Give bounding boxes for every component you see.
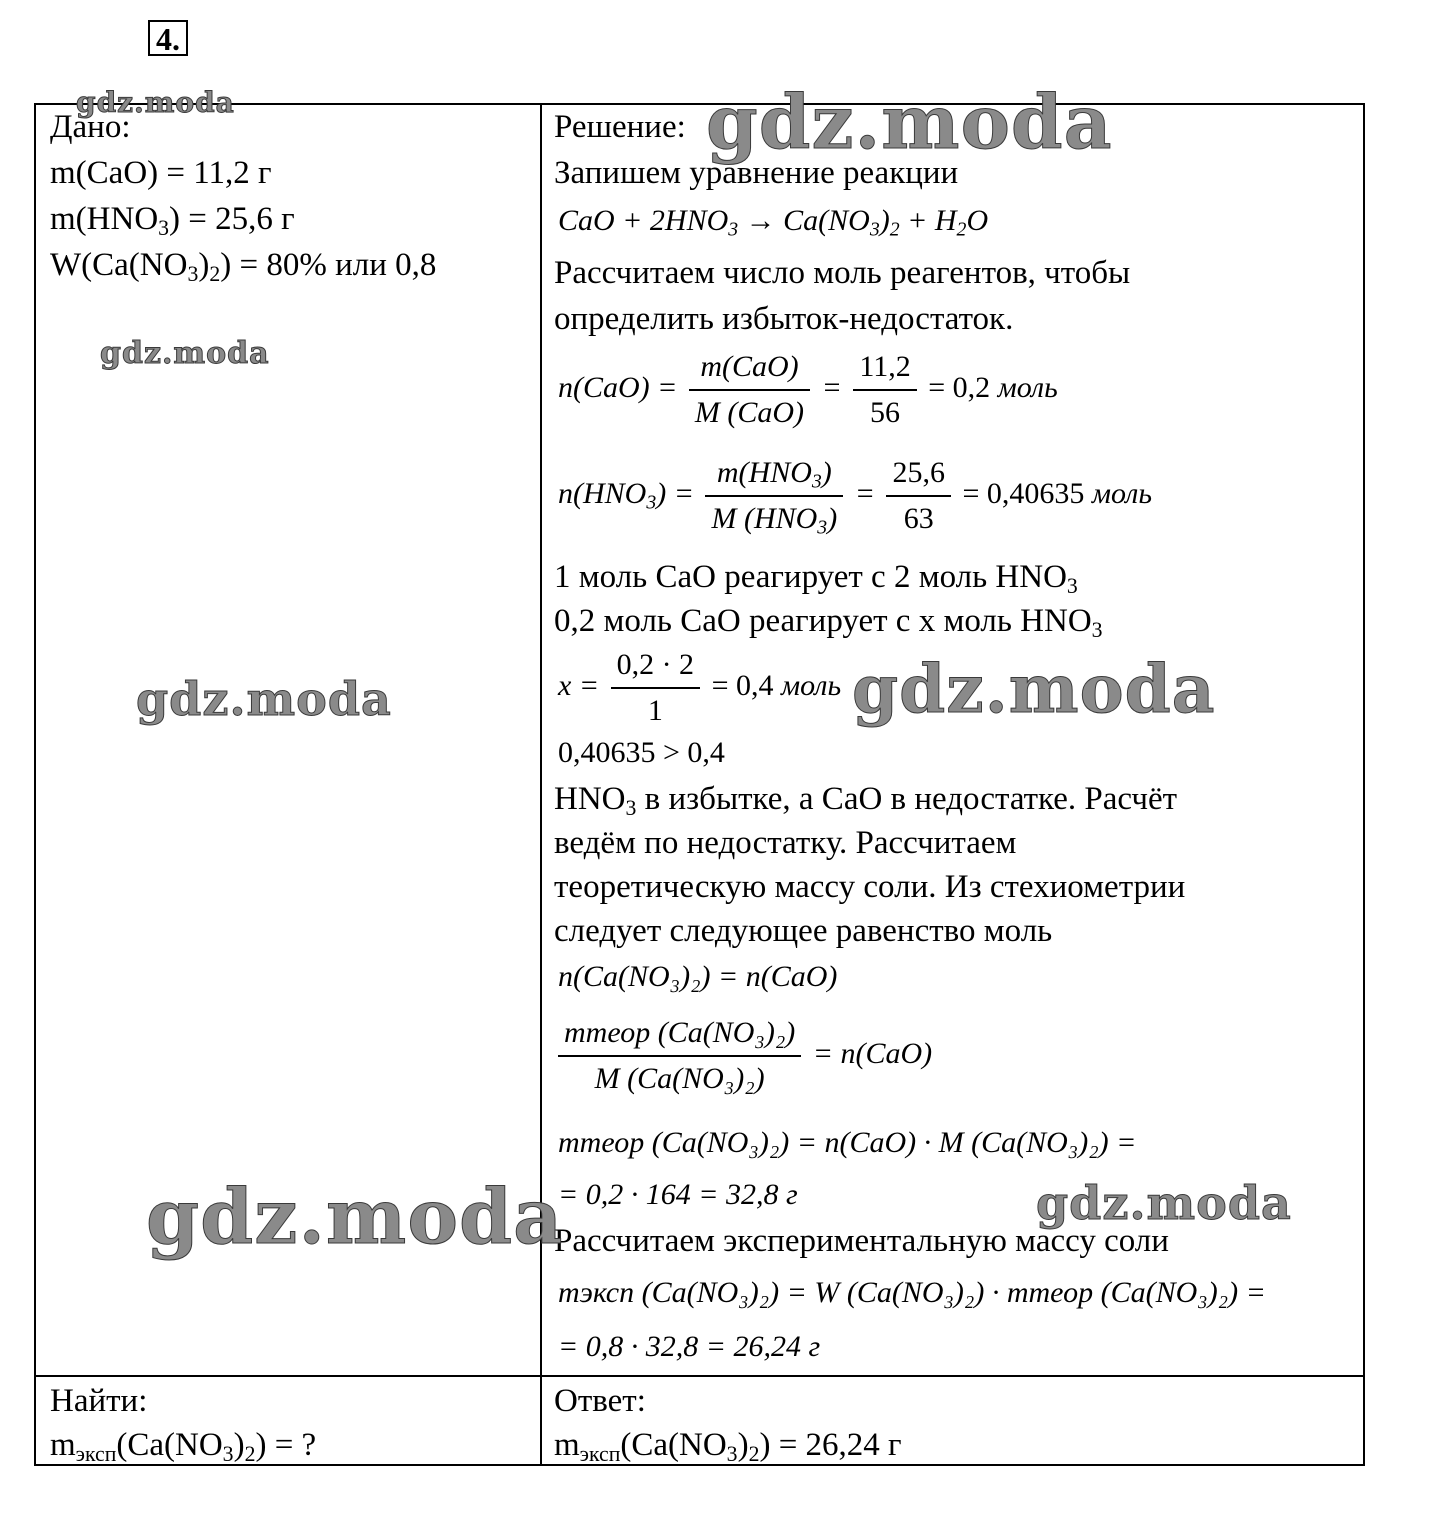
given-title: Дано:: [50, 109, 131, 145]
reaction-equation: CaO + $2HNO_3 \to Ca(NO_3)_2 + H_2O$: [558, 204, 989, 241]
watermark-3: gdz.moda: [100, 336, 270, 371]
find-title: Найти:: [50, 1383, 148, 1419]
solution-text-5: 0,2 моль CaO реагирует с x моль $HNO_3$: [554, 603, 1103, 643]
solution-text-6: $HNO_3$ в избытке, а CaO в недостатке. Расчёт: [554, 781, 1178, 821]
solution-table: [34, 103, 1365, 1466]
solution-text-1: Запишем уравнение реакции: [554, 155, 959, 191]
task-number: 4.: [148, 20, 188, 56]
solution-title: Решение:: [554, 109, 686, 145]
experimental-mass-formula: mэксп (Ca(NO₃)₂) = W (Ca(NO₃)₂) · mтеор (Ca(NO₃)₂) =: [558, 1276, 1266, 1309]
watermark-5: gdz.moda: [852, 650, 1216, 728]
solution-text-7: ведём по недостатку. Рассчитаем: [554, 825, 1017, 861]
solution-text-2: Рассчитаем число моль реагентов, чтобы: [554, 255, 1131, 291]
solution-text-10: Рассчитаем экспериментальную массу соли: [554, 1223, 1169, 1259]
solution-text-4: 1 моль CaO реагирует с 2 моль $HNO_3$: [554, 559, 1078, 599]
given-line-mass-cao: m(CaO) = 11,2 г: [50, 155, 272, 191]
watermark-7: gdz.moda: [1036, 1176, 1292, 1230]
find-line: $m_{эксп}(Ca(NO_3)_2)$ = ?: [50, 1427, 317, 1467]
experimental-mass-value: = 0,8 · 32,8 = 26,24 г: [558, 1330, 821, 1363]
answer-title: Ответ:: [554, 1383, 646, 1419]
row-divider: [36, 1375, 1363, 1377]
theoretical-mass-value: = 0,2 · 164 = 32,8 г: [558, 1178, 798, 1211]
given-line-mass-hno3: $m(HNO_3) = 25,6$ г: [50, 201, 295, 241]
solution-text-3: определить избыток-недостаток.: [554, 301, 1014, 337]
mole-equality: n(Ca(NO₃)₂) = n(CaO): [558, 960, 838, 993]
x-formula: x = $\frac{0,2 \cdot 2}{1}$ = 0,4 моль: [558, 643, 841, 733]
theoretical-mass-ratio: $\frac{\text{mтеор (Ca(NO₃)₂)}}{\text{M (Ca(NO₃)₂)}}$ = n(CaO): [558, 1011, 932, 1101]
given-line-yield: $W(Ca(NO_3)_2) = 80\%$ или 0,8: [50, 247, 437, 287]
solution-text-9: следует следующее равенство моль: [554, 913, 1053, 949]
moles-hno3-formula: $n(HNO_3)$ = $\frac{m(HNO_3)}{M (HNO_3)}$ = $\frac{25,6}{63}$ = 0,40635 моль: [558, 451, 1152, 541]
watermark-4: gdz.moda: [136, 672, 392, 726]
solution-text-8: теоретическую массу соли. Из стехиометрии: [554, 869, 1186, 905]
watermark-2: gdz.moda: [706, 80, 1113, 166]
watermark-1: gdz.moda: [76, 86, 235, 119]
comparison: 0,40635 > 0,4: [558, 736, 725, 769]
watermark-6: gdz.moda: [146, 1172, 564, 1261]
answer-line: $m_{эксп}(Ca(NO_3)_2) = 26,24$ г: [554, 1427, 902, 1467]
theoretical-mass-formula: mтеор (Ca(NO₃)₂) = n(CaO) · M (Ca(NO₃)₂) =: [558, 1126, 1137, 1159]
moles-cao-formula: n(CaO) = $\frac{\text{m(CaO)}}{\text{M (CaO)}}$ = $\frac{11,2}{56}$ = 0,2 моль: [558, 345, 1058, 435]
